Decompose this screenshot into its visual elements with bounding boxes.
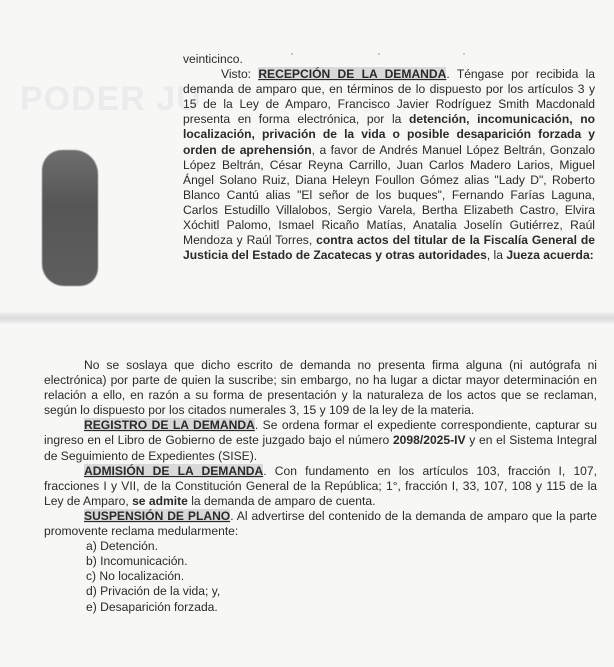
lower-text-block <box>44 358 597 615</box>
list-item: a) Detención. <box>86 539 158 554</box>
visto-lead: Visto: <box>221 67 259 82</box>
upper-text-block <box>183 52 595 263</box>
list-item: e) Desaparición forzada. <box>86 599 218 614</box>
visto-text-3: , la <box>486 248 507 263</box>
claimed-acts-list <box>44 539 597 614</box>
acts-bold: detención, incomunicación, no localización, privación de la vida o posible desaparición forzada y orden de aprehensión <box>183 112 595 157</box>
suspension-text: . Al advertirse del contenido de la demanda de amparo que la parte promovente reclama medularmente: <box>44 508 597 539</box>
visto-text-2: , a favor de Andrés Manuel López Beltrán, Gonzalo López Beltrán, César Reyna Carrillo, Juan Carlos Madero Larios, Miguel Ángel Solano Ruiz, Diana Heleyn Foullon Gómez alias "Lady D", Roberto Blanco Cantú alias "El señor de los buques", Fernando Farías Laguna, Carlos Estudillo Villalobos, Sergio Varela, Bertha Elizabeth Castro, Elvira Xóchitl Palomo, Ismael Ricaño Matías, Anatalia Joselín Gutiérrez, Raúl Mendoza y Raúl Torres, <box>183 142 595 248</box>
list-item: d) Privación de la vida; y, <box>86 584 221 599</box>
page-break-divider <box>0 312 614 324</box>
watermark-text: PODER JU <box>20 80 202 118</box>
admision-text-2: la demanda de amparo de cuenta. <box>187 493 376 508</box>
no-soslaya-paragraph: No se soslaya que dicho escrito de demanda no presenta firma alguna (ni autógrafa ni electrónica) por parte de quien la suscribe; sin embargo, no ha lugar a dictar mayor determinación en relación a ello, en razón a su forma de presentación y la naturaleza de los actos que se reclaman, según lo dispuesto por los citados numerales 3, 15 y 109 de la ley de la materia. <box>44 358 597 418</box>
list-item: b) Incomunicación. <box>86 554 188 569</box>
registro-heading: REGISTRO DE LA DEMANDA <box>84 418 255 433</box>
scan-dot: · <box>462 46 466 60</box>
redaction-mark <box>42 150 98 286</box>
date-fragment: veinticinco. <box>183 52 243 66</box>
recepcion-heading: RECEPCIÓN DE LA DEMANDA <box>258 67 447 82</box>
visto-text-1: . Téngase por recibida la demanda de amparo que, en términos de lo dispuesto por los artículos 3 y 15 de la Ley de Amparo, Francisco Javier Rodríguez Smith Macdonald presenta en forma electrónica, por la <box>183 67 596 127</box>
registro-paragraph <box>44 418 597 463</box>
registro-text-2: y en el Sistema Integral de Seguimiento de Expedientes (SISE). <box>44 433 597 463</box>
se-admite: se admite <box>132 493 188 508</box>
visto-paragraph <box>183 67 595 263</box>
admision-paragraph <box>44 464 597 509</box>
scan-dot: · <box>377 46 381 60</box>
suspension-paragraph <box>44 509 597 539</box>
expediente-number: 2098/2025-IV <box>392 433 466 448</box>
jueza-acuerda: Jueza acuerda: <box>506 248 594 263</box>
registro-text-1: . Se ordena formar el expediente correspondiente, capturar su ingreso en el Libro de Gobierno de este juzgado bajo el número <box>44 418 597 448</box>
scan-dot: · <box>290 46 294 60</box>
authority-bold: contra actos del titular de la Fiscalía General de Justicia del Estado de Zacatecas y otras autoridades <box>183 233 595 263</box>
suspension-heading: SUSPENSIÓN DE PLANO <box>84 508 231 523</box>
list-item: c) No localización. <box>86 569 185 584</box>
admision-text-1: . Con fundamento en los artículos 103, fracción I, 107, fracciones I y VII, de la Constitución General de la República; 1°, fracción I, 33, 107, 108 y 115 de la Ley de Amparo, <box>44 463 597 508</box>
admision-heading: ADMISIÓN DE LA DEMANDA <box>84 463 264 478</box>
